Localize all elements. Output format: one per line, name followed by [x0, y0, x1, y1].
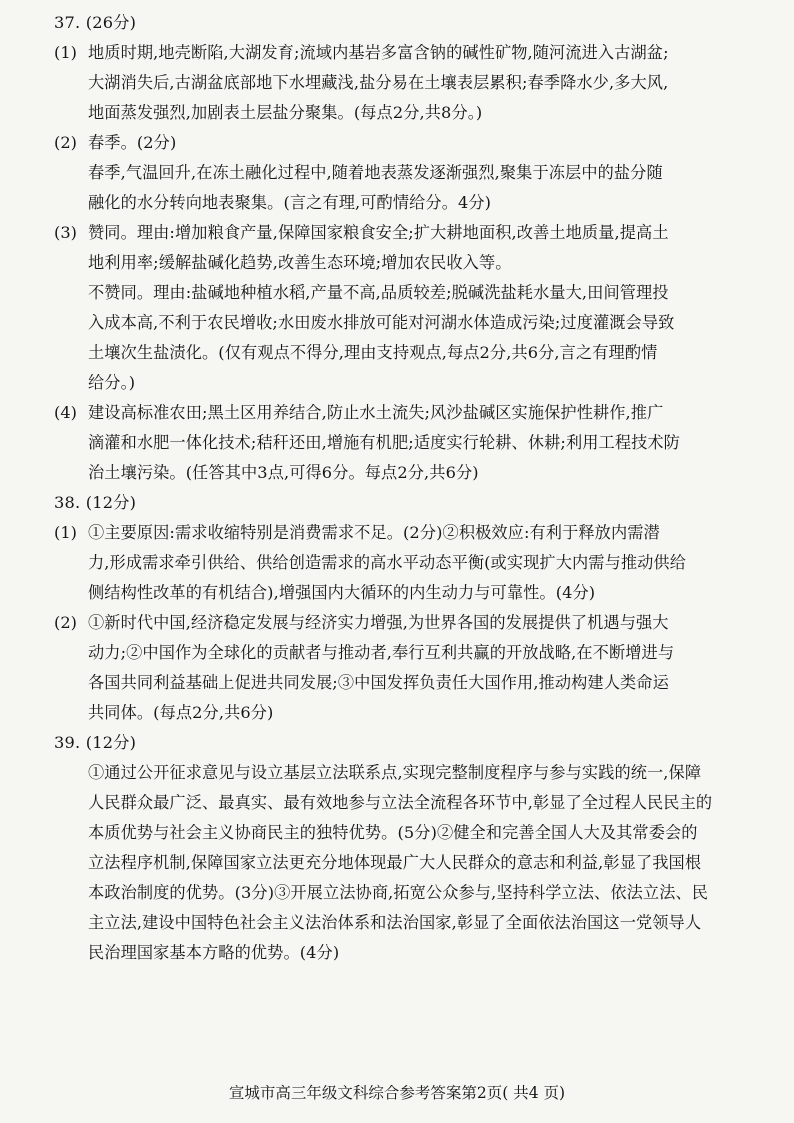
q37-part-4-number: (4) — [54, 403, 77, 422]
q37-part-3-number: (3) — [54, 223, 77, 242]
text-line: 侧结构性改革的有机结合),增强国内大循环的内生动力与可靠性。(4分) — [88, 583, 596, 602]
text-line: 不赞同。理由:盐碱地种植水稻,产量不高,品质较差;脱碱洗盐耗水量大,田间管理投 — [88, 283, 669, 302]
q38-part-1-number: (1) — [54, 523, 77, 542]
text-line: 本政治制度的优势。(3分)③开展立法协商,拓宽公众参与,坚持科学立法、依法立法、民 — [88, 883, 709, 902]
text-line: ①主要原因:需求收缩特别是消费需求不足。(2分)②积极效应:有利于释放内需潜 — [88, 523, 660, 542]
q37-part-2-number: (2) — [54, 133, 77, 152]
text-line: 给分。) — [88, 373, 136, 392]
q37-part-2 — [54, 128, 770, 218]
text-line: 人民群众最广泛、最真实、最有效地参与立法全流程各环节中,彰显了全过程人民民主的 — [88, 793, 713, 812]
text-line: 滴灌和水肥一体化技术;秸秆还田,增施有机肥;适度实行轮耕、休耕;利用工程技术防 — [88, 433, 680, 452]
text-line: 融化的水分转向地表聚集。(言之有理,可酌情给分。4分) — [88, 193, 492, 212]
text-line: 各国共同利益基础上促进共同发展;③中国发挥负责任大国作用,推动构建人类命运 — [88, 673, 669, 692]
q37-part-3 — [54, 218, 770, 398]
q38-part-2 — [54, 608, 770, 728]
q38-part-2-number: (2) — [54, 613, 77, 632]
text-line: ①新时代中国,经济稳定发展与经济实力增强,为世界各国的发展提供了机遇与强大 — [88, 613, 669, 632]
text-line: 地面蒸发强烈,加剧表土层盐分聚集。(每点2分,共8分。) — [88, 103, 483, 122]
text-line: 大湖消失后,古湖盆底部地下水埋藏浅,盐分易在土壤表层累积;春季降水少,多大风, — [88, 73, 669, 92]
text-line: ①通过公开征求意见与设立基层立法联系点,实现完整制度程序与参与实践的统一,保障 — [88, 763, 702, 782]
q38-part-1 — [54, 518, 770, 608]
question-39-heading: 39. (12分) — [54, 733, 137, 752]
question-37 — [54, 8, 770, 488]
text-line: 共同体。(每点2分,共6分) — [88, 703, 274, 722]
question-37-heading: 37. (26分) — [54, 13, 137, 32]
text-line: 民治理国家基本方略的优势。(4分) — [88, 943, 340, 962]
q37-part-4 — [54, 398, 770, 488]
question-38-heading: 38. (12分) — [54, 493, 137, 512]
page-footer: 宣城市高三年级文科综合参考答案第2页( 共4 页) — [228, 1084, 566, 1102]
text-line: 力,形成需求牵引供给、供给创造需求的高水平动态平衡(或实现扩大内需与推动供给 — [88, 553, 687, 572]
question-38 — [54, 488, 770, 728]
text-line: 主立法,建设中国特色社会主义法治体系和法治国家,彰显了全面依法治国这一党领导人 — [88, 913, 702, 932]
text-line: 地利用率;缓解盐碱化趋势,改善生态环境;增加农民收入等。 — [88, 253, 512, 272]
text-line: 入成本高,不利于农民增收;水田废水排放可能对河湖水体造成污染;过度灌溉会导致 — [88, 313, 675, 332]
text-line: 土壤次生盐渍化。(仅有观点不得分,理由支持观点,每点2分,共6分,言之有理酌情 — [88, 343, 658, 362]
text-line: 建设高标准农田;黑土区用养结合,防止水土流失;风沙盐碱区实施保护性耕作,推广 — [88, 403, 664, 422]
text-line: 立法程序机制,保障国家立法更充分地体现最广大人民群众的意志和利益,彰显了我国根 — [88, 853, 702, 872]
text-line: 本质优势与社会主义协商民主的独特优势。(5分)②健全和完善全国人大及其常委会的 — [88, 823, 698, 842]
text-line: 赞同。理由:增加粮食产量,保障国家粮食安全;扩大耕地面积,改善土地质量,提高土 — [88, 223, 669, 242]
q37-part-1-number: (1) — [54, 43, 77, 62]
q39-body — [54, 758, 770, 968]
question-39 — [54, 728, 770, 968]
text-line: 动力;②中国作为全球化的贡献者与推动者,奉行互利共赢的开放战略,在不断增进与 — [88, 643, 675, 662]
text-line: 治土壤污染。(任答其中3点,可得6分。每点2分,共6分) — [88, 463, 479, 482]
text-line: 春季。(2分) — [88, 133, 177, 152]
q37-part-1 — [54, 38, 770, 128]
text-line: 春季,气温回升,在冻土融化过程中,随着地表蒸发逐渐强烈,聚集于冻层中的盐分随 — [88, 163, 663, 182]
text-line: 地质时期,地壳断陷,大湖发育;流域内基岩多富含钠的碱性矿物,随河流进入古湖盆; — [88, 43, 669, 62]
